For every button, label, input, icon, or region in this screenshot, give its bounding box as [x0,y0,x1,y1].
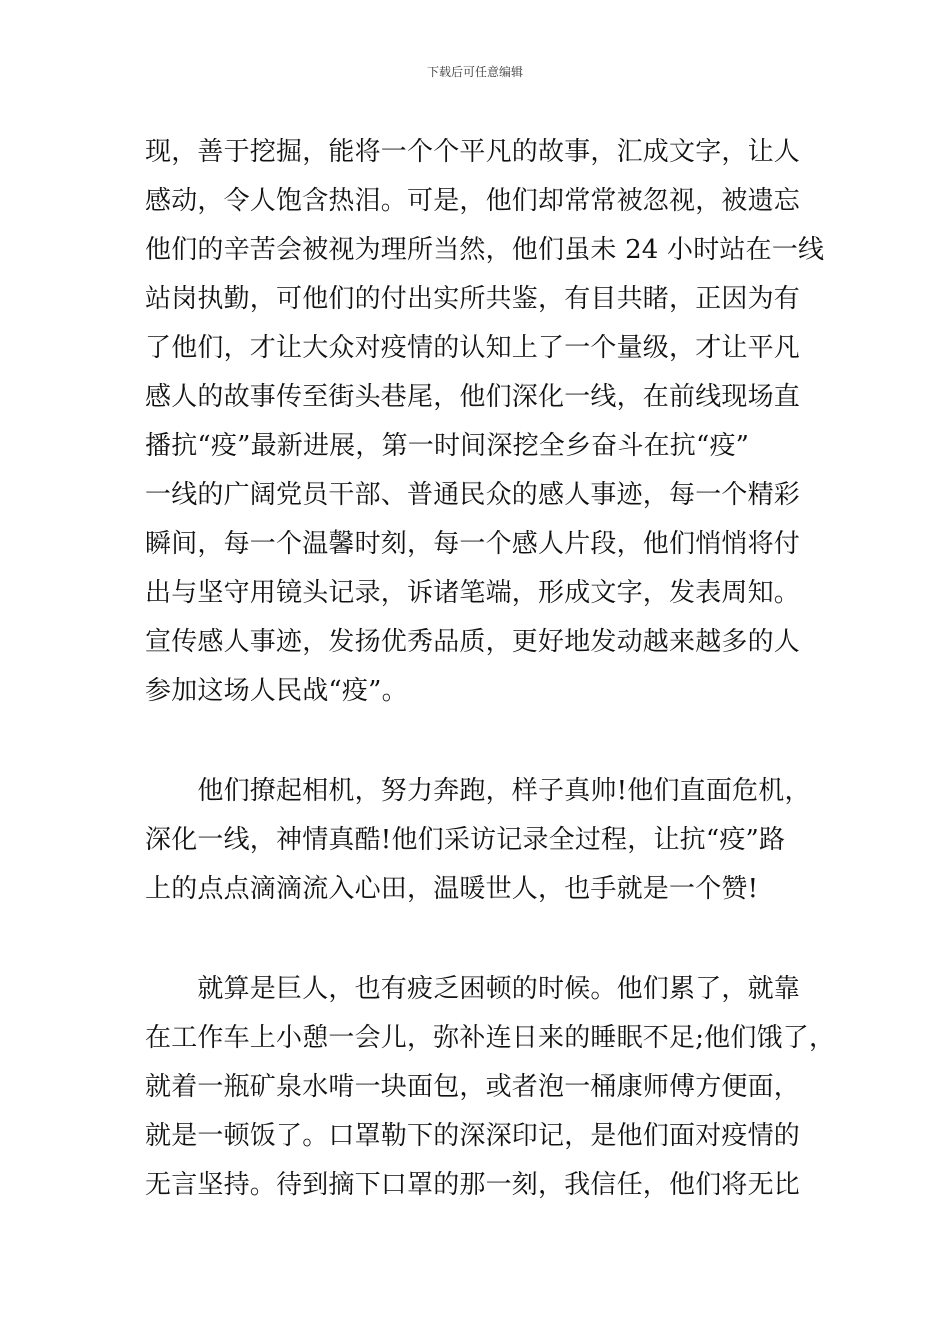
text-line: 在工作车上小憩一会儿，弥补连日来的睡眠不足;他们饿了， [145,1023,836,1053]
text-line: 无言坚持。待到摘下口罩的那一刻，我信任，他们将无比 [145,1170,801,1200]
text-line: 出与坚守用镜头记录，诉诸笔端，形成文字，发表周知。 [145,578,801,608]
text-line: 深化一线，神情真酷!他们采访记录全过程，让抗“疫”路 [145,825,786,855]
text-line: 宣传感人事迹，发扬优秀品质，更好地发动越来越多的人 [145,627,801,657]
text-line: 现，善于挖掘，能将一个个平凡的故事，汇成文字，让人 [145,137,801,167]
text-line: 参加这场人民战“疫”。 [145,676,408,706]
document-body [145,128,836,1210]
text-line: 一线的广阔党员干部、普通民众的感人事迹，每一个精彩 [145,480,801,510]
paragraph-spacer [145,716,825,767]
page-header: 下载后可任意编辑 [426,65,523,79]
paragraph-2 [145,767,825,914]
text-line: 上的点点滴滴流入心田，温暖世人，也手就是一个赞! [145,874,759,904]
text-line: 就着一瓶矿泉水啃一块面包，或者泡一桶康师傅方便面， [145,1072,801,1102]
text-line: 播抗“疫”最新进展，第一时间深挖全乡奋斗在抗“疫” [145,431,750,461]
text-line: 感人的故事传至街头巷尾，他们深化一线，在前线现场直 [145,382,801,412]
text-line: 瞬间，每一个温馨时刻，每一个感人片段，他们悄悄将付 [145,529,801,559]
paragraph-3 [145,965,836,1210]
paragraph-spacer [145,914,825,965]
text-line: 了他们，才让大众对疫情的认知上了一个量级，才让平凡 [145,333,801,363]
text-line: 他们的辛苦会被视为理所当然，他们虽未 24 小时站在一线 [145,235,825,265]
paragraph-1 [145,128,825,716]
text-line: 站岗执勤，可他们的付出实所共鉴，有目共睹，正因为有 [145,284,801,314]
text-line: 就算是巨人，也有疲乏困顿的时候。他们累了，就靠 [145,974,801,1004]
text-line: 就是一顿饭了。口罩勒下的深深印记，是他们面对疫情的 [145,1121,801,1151]
text-line: 他们撩起相机，努力奔跑，样子真帅!他们直面危机， [145,776,811,806]
text-line: 感动，令人饱含热泪。可是，他们却常常被忽视，被遗忘 [145,186,801,216]
